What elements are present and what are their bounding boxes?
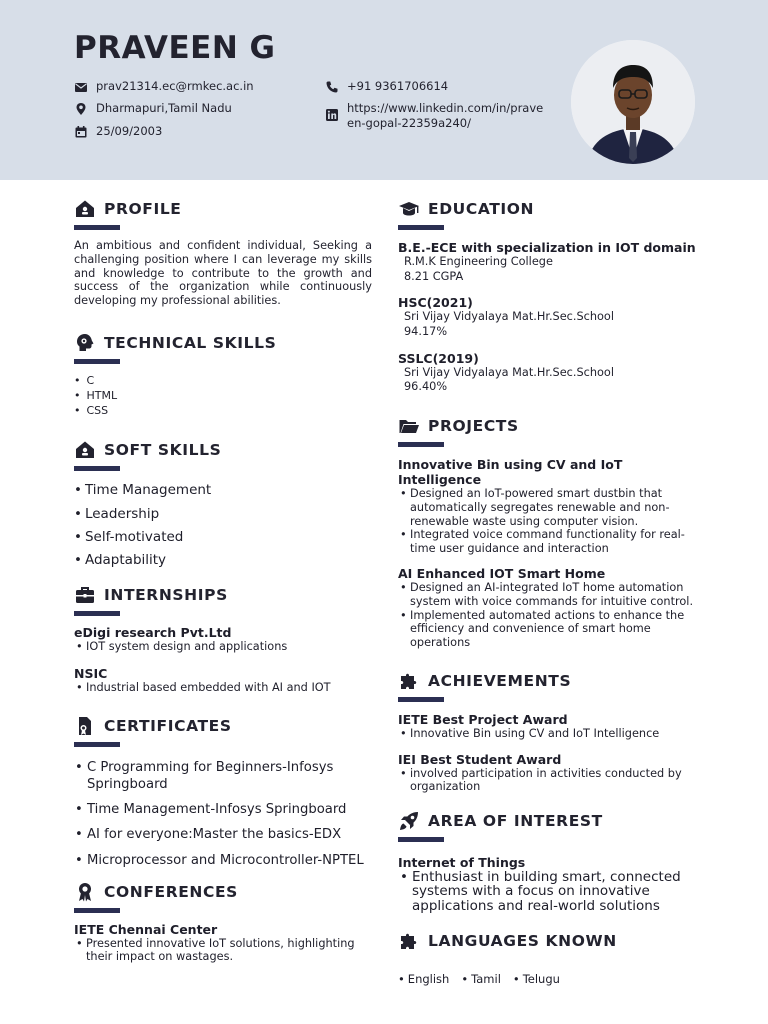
list-item: • Time Management-Infosys Springboard xyxy=(74,801,372,818)
education-entry xyxy=(398,240,698,284)
soft-skills-list xyxy=(74,481,372,569)
project-name: AI Enhanced IOT Smart Home xyxy=(398,565,606,581)
internship-entry xyxy=(74,666,372,695)
brain-icon xyxy=(74,332,96,354)
section-title-soft-skills: SOFT SKILLS xyxy=(104,441,222,460)
achievement-detail: • involved participation in activities conducted by organization xyxy=(398,767,698,795)
education-school: Sri Vijay Vidyalaya Mat.Hr.Sec.School xyxy=(404,365,614,379)
section-rule xyxy=(74,466,120,471)
home-icon xyxy=(74,198,96,220)
email-icon xyxy=(74,80,88,94)
email-text: prav21314.ec@rmkec.ac.in xyxy=(96,79,254,93)
left-column xyxy=(74,198,372,964)
list-item: • Leadership xyxy=(74,505,372,523)
interest-detail: • Enthusiast in building smart, connected systems with a focus on innovative applications and real-world solutions xyxy=(398,870,698,913)
linkedin-url-line2[interactable]: en-gopal-22359a240/ xyxy=(347,115,471,130)
phone-icon xyxy=(325,80,339,94)
contact-email[interactable] xyxy=(74,79,254,94)
internship-entry xyxy=(74,625,372,654)
education-school: R.M.K Engineering College xyxy=(404,255,553,268)
achievement-name: IEI Best Student Award xyxy=(398,751,562,767)
achievement-detail: • Innovative Bin using CV and IoT Intelligence xyxy=(398,727,698,741)
education-degree: B.E.-ECE with specialization in IOT domain xyxy=(398,240,696,255)
section-title-internships: INTERNSHIPS xyxy=(104,586,228,605)
project-point: • Implemented automated actions to enhance the efficiency and convenience of smart home operations xyxy=(398,609,698,650)
list-item: • Adaptability xyxy=(74,551,372,569)
language-item: • Telugu xyxy=(513,972,560,986)
project-point: • Designed an IoT-powered smart dustbin that automatically segregates renewable and non-renewable waste using computer vision. xyxy=(398,487,698,528)
list-item: • C Programming for Beginners-Infosys Springboard xyxy=(74,759,372,793)
contact-phone[interactable] xyxy=(325,79,448,94)
list-item: • Microprocessor and Microcontroller-NPTEL xyxy=(74,852,372,869)
profile-text: An ambitious and confident individual, Seeking a challenging position where I can leverage my skills and knowledge to contribute to the growth and success of the organization while continuously developing my professional abilities. xyxy=(74,239,372,308)
education-score: 8.21 CGPA xyxy=(404,269,464,283)
achievement-name: IETE Best Project Award xyxy=(398,711,568,727)
location-text: Dharmapuri,Tamil Nadu xyxy=(96,101,232,115)
education-degree: HSC(2021) xyxy=(398,295,473,311)
section-title-certificates: CERTIFICATES xyxy=(104,716,232,735)
puzzle-icon xyxy=(398,930,420,952)
list-item: • C xyxy=(74,374,372,389)
folder-icon xyxy=(398,415,420,437)
section-title-achievements: ACHIEVEMENTS xyxy=(428,671,572,690)
soft-skills-section xyxy=(74,439,372,569)
education-section xyxy=(398,198,698,395)
resume-header xyxy=(0,0,768,180)
section-title-profile: PROFILE xyxy=(104,200,182,218)
certificate-icon xyxy=(74,715,96,737)
project-entry xyxy=(398,457,698,556)
languages-section xyxy=(398,930,698,986)
section-title-projects: PROJECTS xyxy=(428,417,519,436)
list-item: • Time Management xyxy=(74,481,372,499)
briefcase-icon xyxy=(74,584,96,606)
achievement-entry xyxy=(398,752,698,795)
list-item: • CSS xyxy=(74,404,372,419)
list-item: • AI for everyone:Master the basics-EDX xyxy=(74,826,372,843)
list-item: • Self-motivated xyxy=(74,528,372,546)
language-item: • English xyxy=(398,972,449,986)
calendar-icon xyxy=(74,125,88,139)
achievements-section xyxy=(398,670,698,794)
technical-skills-section xyxy=(74,332,372,419)
full-name: PRAVEEN G xyxy=(74,30,276,66)
section-rule xyxy=(74,359,120,364)
award-ribbon-icon xyxy=(74,881,96,903)
education-entry xyxy=(398,351,698,395)
project-name: Innovative Bin using CV and IoT Intelligence xyxy=(398,457,623,488)
home-icon xyxy=(74,439,96,461)
section-rule xyxy=(74,742,120,747)
list-item: • HTML xyxy=(74,389,372,404)
education-degree: SSLC(2019) xyxy=(398,350,479,366)
section-title-conferences: CONFERENCES xyxy=(104,882,238,901)
linkedin-icon xyxy=(325,108,339,122)
section-rule xyxy=(74,225,120,230)
section-rule xyxy=(398,837,444,842)
puzzle-icon xyxy=(398,670,420,692)
internship-detail: • IOT system design and applications xyxy=(74,640,372,654)
phone-text: +91 9361706614 xyxy=(347,79,449,93)
interest-name: Internet of Things xyxy=(398,855,526,871)
section-rule xyxy=(74,908,120,913)
internship-company: eDigi research Pvt.Ltd xyxy=(74,625,232,641)
languages-list xyxy=(398,972,698,986)
conferences-section xyxy=(74,881,372,965)
section-title-area-of-interest: AREA OF INTEREST xyxy=(428,812,603,831)
education-score: 94.17% xyxy=(404,325,448,339)
contact-dob xyxy=(74,124,162,139)
contact-linkedin[interactable] xyxy=(325,101,543,131)
internships-section xyxy=(74,584,372,695)
conference-name: IETE Chennai Center xyxy=(74,921,218,937)
section-rule xyxy=(398,697,444,702)
achievement-entry xyxy=(398,712,698,741)
conference-detail: • Presented innovative IoT solutions, highlighting their impact on wastages. xyxy=(74,937,372,965)
interest-entry xyxy=(398,855,698,913)
projects-section xyxy=(398,415,698,650)
right-column xyxy=(398,198,698,986)
section-title-languages: LANGUAGES KNOWN xyxy=(428,931,617,950)
section-title-education: EDUCATION xyxy=(428,200,535,218)
internship-detail: • Industrial based embedded with AI and IOT xyxy=(74,681,372,695)
certificates-section xyxy=(74,715,372,869)
education-school: Sri Vijay Vidyalaya Mat.Hr.Sec.School xyxy=(404,310,614,324)
section-title-technical-skills: TECHNICAL SKILLS xyxy=(104,333,277,352)
contact-location xyxy=(74,101,232,116)
section-rule xyxy=(398,442,444,447)
area-of-interest-section xyxy=(398,810,698,913)
education-score: 96.40% xyxy=(404,380,448,394)
profile-photo xyxy=(571,40,695,164)
section-rule xyxy=(74,611,120,616)
rocket-icon xyxy=(398,810,420,832)
section-rule xyxy=(398,225,444,230)
education-entry xyxy=(398,295,698,339)
location-pin-icon xyxy=(74,102,88,116)
dob-text: 25/09/2003 xyxy=(96,124,163,138)
project-point: • Designed an AI-integrated IoT home automation system with voice commands for intuitive control. xyxy=(398,581,698,609)
conference-entry xyxy=(74,922,372,965)
technical-skills-list xyxy=(74,374,372,419)
internship-company: NSIC xyxy=(74,666,108,682)
graduation-cap-icon xyxy=(398,198,420,220)
linkedin-url-line1[interactable]: https://www.linkedin.com/in/prave xyxy=(347,101,544,115)
language-item: • Tamil xyxy=(461,972,501,986)
profile-section xyxy=(74,198,372,308)
project-entry xyxy=(398,566,698,650)
project-point: • Integrated voice command functionality for real-time user guidance and interaction xyxy=(398,528,698,556)
certificates-list xyxy=(74,759,372,869)
